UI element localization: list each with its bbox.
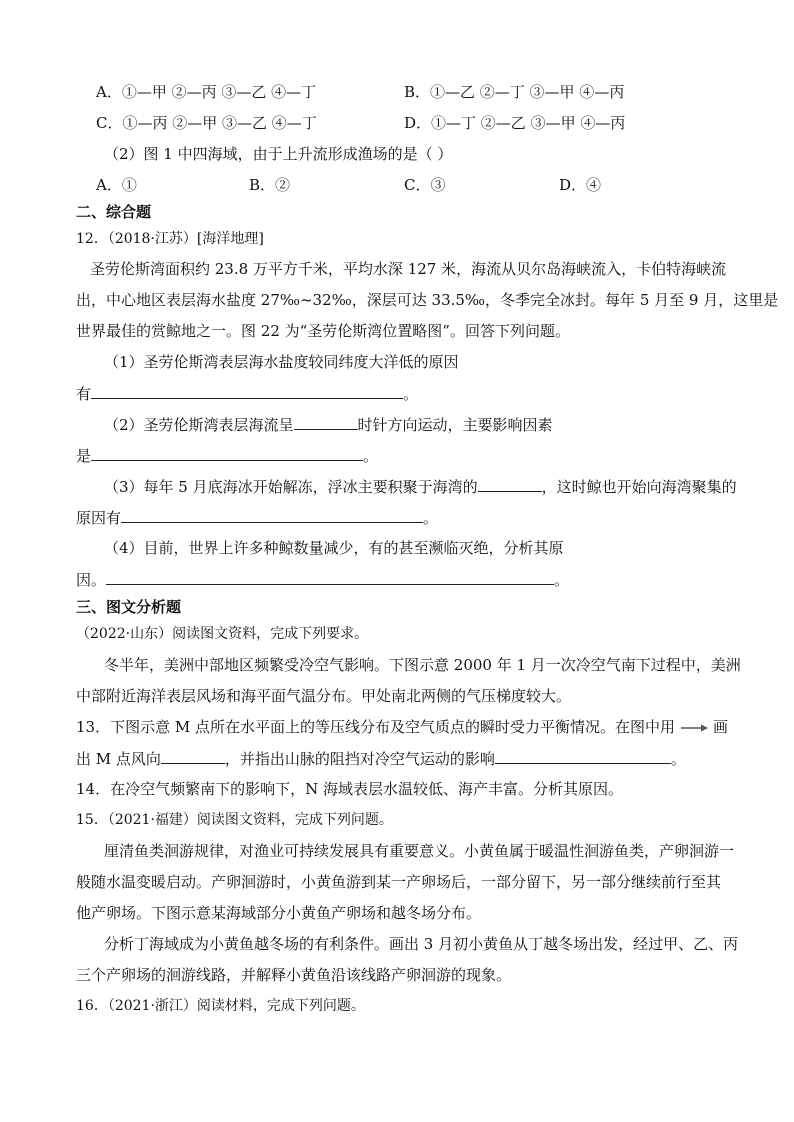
q12-sub2-text-a: （2）圣劳伦斯湾表层海流呈 [104,416,294,434]
q15-paragraph-line-1: 厘清鱼类洄游规律，对渔业可持续发展具有重要意义。小黄鱼属于暖温性洄游鱼类，产卵洄游一 [104,842,735,860]
q12-sub3-question [104,476,737,497]
q15-source: 15．（2021·福建）阅读图文资料，完成下列问题。 [76,812,393,828]
q12-sub2-direction-blank[interactable] [294,414,358,430]
q12-sub4-suffix: 。 [554,571,570,589]
q12-sub2-suffix: 。 [363,447,379,465]
q12-sub4-question: （4）目前，世界上许多种鲸数量减少，有的甚至濒临灭绝，分析其原 [104,539,564,557]
q13-14-source: （2022·山东）阅读图文资料，完成下列要求。 [76,626,369,642]
q12-sub4-answer-blank[interactable] [106,569,554,585]
q12-sub3-suffix: 。 [423,509,439,527]
q12-sub2-text-b: 时针方向运动，主要影响因素 [357,416,553,434]
q15-paragraph-line-2: 般随水温变暖启动。产卵洄游时，小黄鱼游到某一产卵场后，一部分留下，另一部分继续前行至其 [76,873,722,891]
q11-option-c: C．①—丙 ②—甲 ③—乙 ④—丁 [96,114,317,132]
q12-sub4-answer-line [76,569,569,590]
q12-sub2-answer-line [76,445,378,466]
q12-sub3-text-b: ，这时鲸也开始向海湾聚集的 [541,478,737,496]
q11-option-a: A．①—甲 ②—丙 ③—乙 ④—丁 [96,83,317,101]
q11-sub2-option-c: C．③ [404,176,446,194]
q11-sub2-option-a: A．① [96,176,137,194]
q12-sub2-prefix: 是 [76,447,92,465]
q11-sub2-question: （2）图 1 中四海域，由于上升流形成渔场的是（ ） [104,145,453,163]
q12-paragraph-line-2: 出，中心地区表层海水盐度 27‰~32‰，深层可达 33.5‰，冬季完全冰封。每年 5 月至 9 月，这里是 [76,291,779,309]
q12-sub3-answer-line [76,507,438,528]
q12-sub2-factor-blank[interactable] [91,445,363,461]
section-3-heading: 三、图文分析题 [76,598,182,616]
q11-sub2-option-d: D．④ [559,176,602,194]
q11-option-b: B．①—乙 ②—丁 ③—甲 ④—丙 [404,83,625,101]
q12-sub3-reason-blank[interactable] [121,507,423,523]
q12-sub4-prefix: 因。 [76,571,107,589]
q15-task-line-1: 分析丁海域成为小黄鱼越冬场的有利条件。画出 3 月初小黄鱼从丁越冬场出发，经过甲、乙、丙 [104,935,739,953]
q13-question-line-2 [76,748,686,769]
q13-text-c: 出 M 点风向 [76,750,161,768]
q13-text-a: 13．下图示意 M 点所在水平面上的等压线分布及空气质点的瞬时受力平衡情况。在图中用 [76,718,675,736]
q12-paragraph-line-3: 世界最佳的赏鲸地之一。图 22 为“圣劳伦斯湾位置略图”。回答下列问题。 [76,322,570,340]
q15-paragraph-line-3: 他产卵场。下图示意某海域部分小黄鱼产卵场和越冬场分布。 [76,904,482,922]
q16-source: 16．（2021·浙江）阅读材料，完成下列问题。 [76,998,365,1014]
arrow-icon [679,718,709,738]
q13-14-paragraph-line-1: 冬半年，美洲中部地区频繁受冷空气影响。下图示意 2000 年 1 月一次冷空气南下过程中，美洲 [104,656,741,674]
q12-sub3-text-a: （3）每年 5 月底海冰开始解冻，浮冰主要积聚于海湾的 [104,478,478,496]
q12-sub1-suffix: 。 [403,385,419,403]
q12-sub3-prefix: 原因有 [76,509,122,527]
section-2-heading: 二、综合题 [76,203,152,221]
q12-sub1-question: （1）圣劳伦斯湾表层海水盐度较同纬度大洋低的原因 [104,353,459,371]
q12-paragraph-line-1: 圣劳伦斯湾面积约 23.8 万平方千米，平均水深 127 米，海流从贝尔岛海峡流入，卡伯特海峡流 [90,260,727,278]
q15-task-line-2: 三个产卵场的洄游线路，并解释小黄鱼沿该线路产卵洄游的现象。 [76,966,512,984]
q13-mountain-effect-blank[interactable] [495,748,671,764]
q12-source: 12．（2018·江苏）[海洋地理] [76,231,264,247]
q11-sub2-option-b: B．② [249,176,291,194]
q12-sub3-location-blank[interactable] [478,476,542,492]
q12-sub1-prefix: 有 [76,385,92,403]
q14-question: 14．在冷空气频繁南下的影响下，N 海域表层水温较低、海产丰富。分析其原因。 [76,780,623,798]
q12-sub2-question [104,414,553,435]
q13-text-b: 画 [713,718,729,736]
q12-sub1-answer-line [76,383,418,404]
q13-question-line-1 [76,717,728,738]
q11-option-d: D．①—丁 ②—乙 ③—甲 ④—丙 [404,114,626,132]
q12-sub1-answer-blank[interactable] [91,383,403,399]
q13-14-paragraph-line-2: 中部附近海洋表层风场和海平面气温分布。甲处南北两侧的气压梯度较大。 [76,687,572,705]
q13-text-d: ，并指出山脉的阻挡对冷空气运动的影响 [224,750,495,768]
q13-text-e: 。 [670,750,686,768]
q13-wind-direction-blank[interactable] [161,748,225,764]
